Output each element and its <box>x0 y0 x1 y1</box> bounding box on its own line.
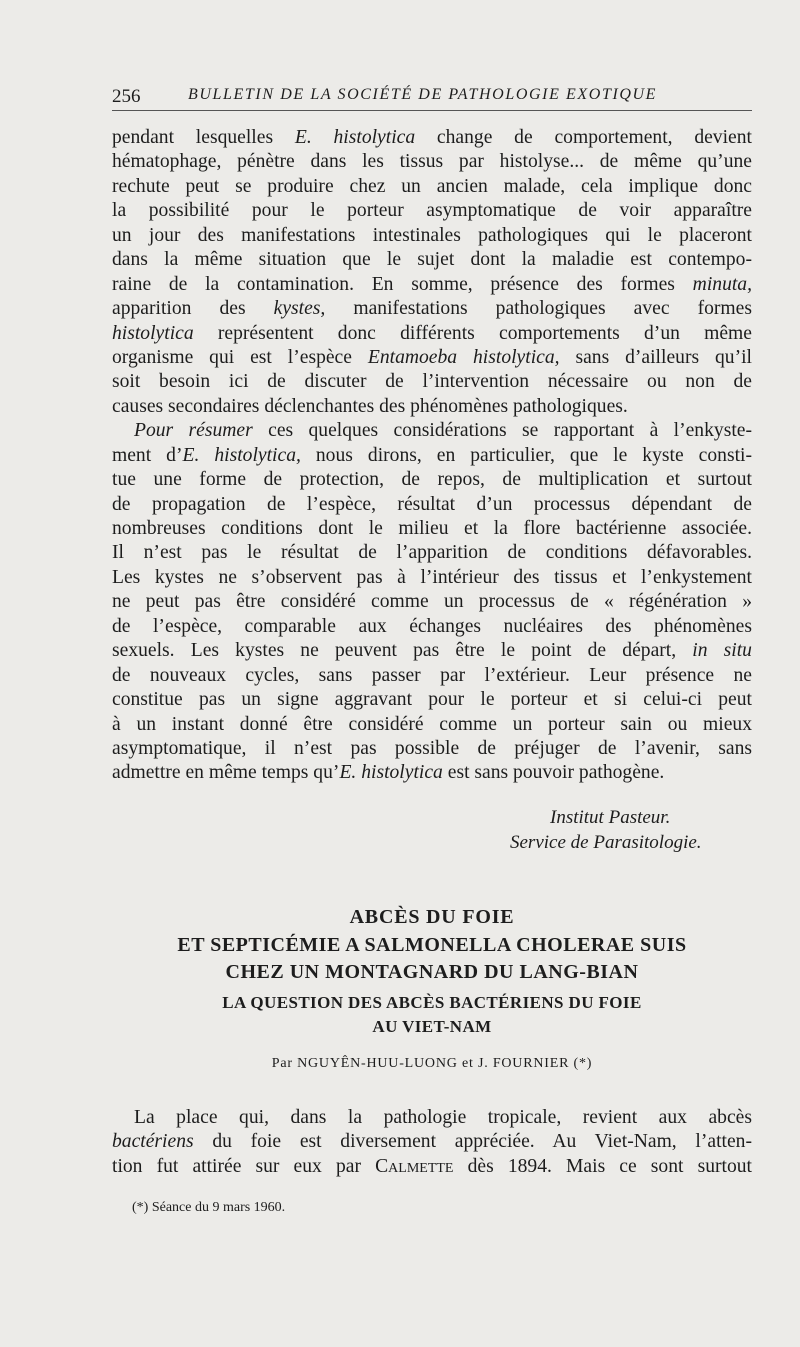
text-line: tue une forme de protection, de repos, de multiplication et surtout <box>112 469 752 491</box>
paragraph-end-line: admettre en même temps qu’E. histolytica est sans pouvoir pathogène. <box>112 762 665 784</box>
text-line: dans la même situation que le sujet dont la maladie est contempo- <box>112 249 752 271</box>
text-line: Les kystes ne s’observent pas à l’intérieur des tissus et l’enkystement <box>112 566 752 588</box>
text-line: raine de la contamination. En somme, présence des formes minuta, <box>112 273 752 295</box>
footnote: (*) Séance du 9 mars 1960. <box>132 1200 286 1215</box>
text-line: constitue pas un signe aggravant pour le porteur et si celui-ci peut <box>112 689 752 711</box>
page-header <box>112 86 752 111</box>
text-line: de nouveaux cycles, sans passer par l’extérieur. Leur présence ne <box>112 664 752 686</box>
article-title-line-1: ABCÈS DU FOIE <box>349 906 515 928</box>
article-title-line-2: ET SEPTICÉMIE A SALMONELLA CHOLERAE SUIS <box>177 934 687 956</box>
text-line: de propagation de l’espèce, résultat d’un processus dépendant de <box>112 493 752 515</box>
text-line: tion fut attirée sur eux par Calmette dès 1894. Mais ce sont surtout <box>112 1155 752 1177</box>
text-line: nombreuses conditions dont le milieu et la flore bactérienne associée. <box>112 518 752 539</box>
running-title: BULLETIN DE LA SOCIÉTÉ DE PATHOLOGIE EXOTIQUE <box>188 86 658 103</box>
text-line: un jour des manifestations intestinales pathologiques qui le placeront <box>112 224 752 246</box>
text-line: hématophage, pénètre dans les tissus par histolyse... de même qu’une <box>112 151 752 173</box>
text-line: rechute peut se produire chez un ancien malade, cela implique donc <box>112 175 752 197</box>
signature-institution: Institut Pasteur. <box>550 807 671 828</box>
text-line: asymptomatique, il n’est pas possible de préjuger de l’avenir, sans <box>112 737 752 759</box>
text-line: Il n’est pas le résultat de l’apparition de conditions défavorables. <box>112 542 752 564</box>
text-line: pendant lesquelles E. histolytica change de comportement, devient <box>112 127 752 148</box>
paragraph-end-line: causes secondaires déclenchantes des phénomènes pathologiques. <box>112 395 628 417</box>
article-title-line-3: CHEZ UN MONTAGNARD DU LANG-BIAN <box>225 961 639 983</box>
article-authors: Par NGUYÊN-HUU-LUONG et J. FOURNIER (*) <box>271 1056 593 1071</box>
text-line: organisme qui est l’espèce Entamoeba histolytica, sans d’ailleurs qu’il <box>112 346 752 368</box>
paragraph-start-line: Pour résumer ces quelques considérations se rapportant à l’enkyste- <box>134 420 752 442</box>
text-line: à un instant donné être considéré comme un porteur sain ou mieux <box>112 713 752 735</box>
text-line: de l’espèce, comparable aux échanges nucléaires des phénomènes <box>112 615 752 637</box>
page-number: 256 <box>112 86 141 107</box>
body-text <box>112 126 752 786</box>
article-subtitle-line-2: AU VIET-NAM <box>372 1017 492 1036</box>
text-line: ne peut pas être considéré comme un processus de « régénération » <box>112 591 752 613</box>
text-line: ment d’E. histolytica, nous dirons, en particulier, que le kyste consti- <box>112 444 752 466</box>
article-intro <box>112 1106 752 1179</box>
article-subtitle-line-1: LA QUESTION DES ABCÈS BACTÉRIENS DU FOIE <box>222 993 642 1012</box>
paragraph-start-line: La place qui, dans la pathologie tropicale, revient aux abcès <box>134 1107 752 1128</box>
text-line: bactériens du foie est diversement appréciée. Au Viet-Nam, l’atten- <box>112 1131 752 1153</box>
text-line: histolytica représentent donc différents comportements d’un même <box>112 322 752 344</box>
text-line: soit besoin ici de discuter de l’intervention nécessaire ou non de <box>112 371 752 393</box>
signature-department: Service de Parasitologie. <box>510 832 702 853</box>
text-line: sexuels. Les kystes ne peuvent pas être le point de départ, in situ <box>112 640 752 662</box>
text-line: apparition des kystes, manifestations pathologiques avec formes <box>112 298 752 320</box>
text-line: la possibilité pour le porteur asymptomatique de voir apparaître <box>112 200 752 222</box>
